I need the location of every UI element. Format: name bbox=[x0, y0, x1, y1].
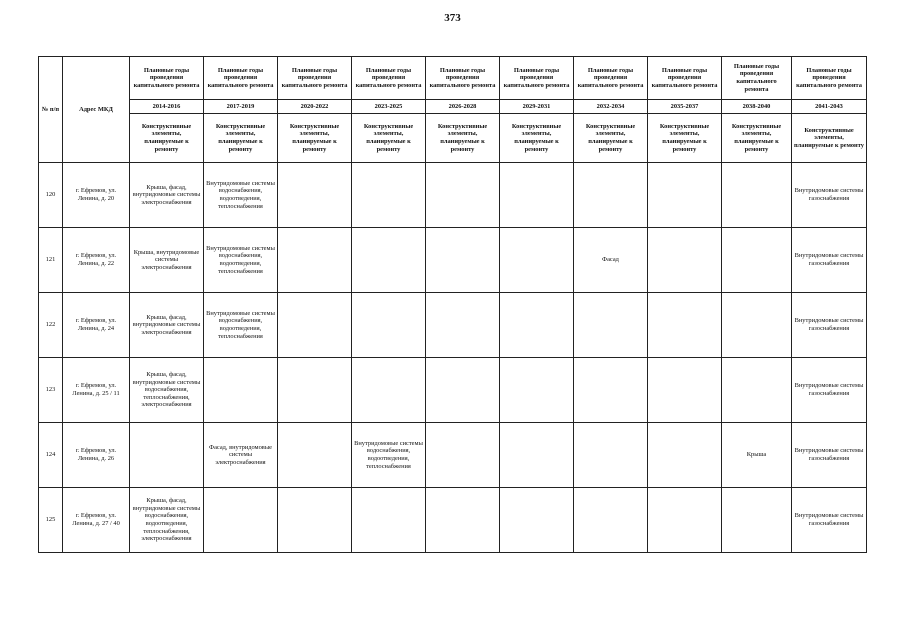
row-elements-cell bbox=[426, 163, 500, 228]
header-elements-label: Конструктивные элементы, планируемые к ремонту bbox=[278, 114, 352, 163]
row-elements-cell: Внутридомовые системы газоснабжения bbox=[792, 358, 867, 423]
row-elements-cell bbox=[500, 358, 574, 423]
row-elements-cell bbox=[574, 163, 648, 228]
header-num: № п/п bbox=[39, 57, 63, 163]
row-elements-cell bbox=[352, 293, 426, 358]
table-body bbox=[39, 163, 867, 553]
row-elements-cell: Внутридомовые системы водоснабжения, водоотведения, теплоснабжения bbox=[204, 228, 278, 293]
row-number: 124 bbox=[39, 423, 63, 488]
row-elements-cell bbox=[574, 358, 648, 423]
header-elements-label: Конструктивные элементы, планируемые к ремонту bbox=[792, 114, 867, 163]
row-elements-cell bbox=[648, 163, 722, 228]
header-period-years: 2020-2022 bbox=[278, 100, 352, 114]
row-elements-cell: Фасад bbox=[574, 228, 648, 293]
row-elements-cell bbox=[722, 163, 792, 228]
header-elements-label: Конструктивные элементы, планируемые к ремонту bbox=[722, 114, 792, 163]
row-elements-cell bbox=[426, 423, 500, 488]
row-elements-cell: Фасад, внутридомовые системы электроснабжения bbox=[204, 423, 278, 488]
row-elements-cell: Внутридомовые системы водоснабжения, водоотведения, теплоснабжения bbox=[204, 163, 278, 228]
table-header bbox=[39, 57, 867, 163]
header-plan-years-label: Плановые годы проведения капитального ремонта bbox=[426, 57, 500, 100]
header-period-years: 2035-2037 bbox=[648, 100, 722, 114]
header-elements-label: Конструктивные элементы, планируемые к ремонту bbox=[648, 114, 722, 163]
header-elements-label: Конструктивные элементы, планируемые к ремонту bbox=[574, 114, 648, 163]
row-elements-cell bbox=[722, 293, 792, 358]
row-elements-cell: Крыша, фасад, внутридомовые системы водоснабжения, водоотведения, теплоснабжения, электроснабжения bbox=[130, 488, 204, 553]
header-elements-label: Конструктивные элементы, планируемые к ремонту bbox=[426, 114, 500, 163]
table-row bbox=[39, 488, 867, 553]
table-row bbox=[39, 163, 867, 228]
table-row bbox=[39, 358, 867, 423]
row-elements-cell bbox=[500, 163, 574, 228]
row-elements-cell bbox=[426, 358, 500, 423]
table-row bbox=[39, 293, 867, 358]
row-elements-cell: Внутридомовые системы газоснабжения bbox=[792, 293, 867, 358]
row-elements-cell bbox=[204, 358, 278, 423]
row-elements-cell: Крыша, фасад, внутридомовые системы водоснабжения, теплоснабжения, электроснабжения bbox=[130, 358, 204, 423]
row-elements-cell: Внутридомовые системы водоснабжения, водоотведения, теплоснабжения bbox=[204, 293, 278, 358]
row-number: 125 bbox=[39, 488, 63, 553]
row-elements-cell bbox=[352, 228, 426, 293]
row-elements-cell: Крыша, внутридомовые системы электроснабжения bbox=[130, 228, 204, 293]
row-address: г. Ефремов, ул. Ленина, д. 25 / 11 bbox=[63, 358, 130, 423]
header-plan-years-label: Плановые годы проведения капитального ремонта bbox=[500, 57, 574, 100]
row-elements-cell bbox=[500, 423, 574, 488]
header-address: Адрес МКД bbox=[63, 57, 130, 163]
row-elements-cell bbox=[648, 228, 722, 293]
row-elements-cell: Внутридомовые системы газоснабжения bbox=[792, 488, 867, 553]
row-elements-cell bbox=[648, 423, 722, 488]
header-period-years: 2041-2043 bbox=[792, 100, 867, 114]
row-number: 120 bbox=[39, 163, 63, 228]
page-number: 373 bbox=[444, 12, 461, 24]
row-elements-cell bbox=[352, 163, 426, 228]
header-period-years: 2029-2031 bbox=[500, 100, 574, 114]
row-elements-cell bbox=[722, 228, 792, 293]
row-elements-cell bbox=[500, 293, 574, 358]
row-elements-cell bbox=[500, 488, 574, 553]
row-elements-cell: Крыша bbox=[722, 423, 792, 488]
header-plan-years-label: Плановые годы проведения капитального ремонта bbox=[278, 57, 352, 100]
row-address: г. Ефремов, ул. Ленина, д. 22 bbox=[63, 228, 130, 293]
row-elements-cell bbox=[722, 488, 792, 553]
header-plan-years-label: Плановые годы проведения капитального ремонта bbox=[204, 57, 278, 100]
row-elements-cell bbox=[352, 488, 426, 553]
header-period-years: 2026-2028 bbox=[426, 100, 500, 114]
table-row bbox=[39, 423, 867, 488]
row-elements-cell bbox=[648, 358, 722, 423]
row-elements-cell: Внутридомовые системы газоснабжения bbox=[792, 228, 867, 293]
row-elements-cell bbox=[574, 423, 648, 488]
header-elements-label: Конструктивные элементы, планируемые к ремонту bbox=[204, 114, 278, 163]
header-elements-label: Конструктивные элементы, планируемые к ремонту bbox=[500, 114, 574, 163]
header-elements-label: Конструктивные элементы, планируемые к ремонту bbox=[352, 114, 426, 163]
row-elements-cell bbox=[278, 293, 352, 358]
row-elements-cell bbox=[426, 293, 500, 358]
header-period-years: 2023-2025 bbox=[352, 100, 426, 114]
row-elements-cell bbox=[278, 358, 352, 423]
header-plan-years-label: Плановые годы проведения капитального ремонта bbox=[722, 57, 792, 100]
capital-repair-plan-table bbox=[38, 56, 867, 553]
header-plan-years-label: Плановые годы проведения капитального ремонта bbox=[574, 57, 648, 100]
row-elements-cell bbox=[722, 358, 792, 423]
header-period-years: 2032-2034 bbox=[574, 100, 648, 114]
row-number: 122 bbox=[39, 293, 63, 358]
row-number: 121 bbox=[39, 228, 63, 293]
row-elements-cell bbox=[426, 228, 500, 293]
row-elements-cell bbox=[500, 228, 574, 293]
row-elements-cell bbox=[278, 423, 352, 488]
row-elements-cell: Крыша, фасад, внутридомовые системы электроснабжения bbox=[130, 163, 204, 228]
row-elements-cell bbox=[648, 488, 722, 553]
row-address: г. Ефремов, ул. Ленина, д. 27 / 40 bbox=[63, 488, 130, 553]
header-period-years: 2017-2019 bbox=[204, 100, 278, 114]
header-elements-label: Конструктивные элементы, планируемые к ремонту bbox=[130, 114, 204, 163]
row-elements-cell bbox=[426, 488, 500, 553]
row-address: г. Ефремов, ул. Ленина, д. 26 bbox=[63, 423, 130, 488]
row-elements-cell bbox=[278, 488, 352, 553]
row-elements-cell: Внутридомовые системы водоснабжения, водоотведения, теплоснабжения bbox=[352, 423, 426, 488]
row-elements-cell bbox=[574, 293, 648, 358]
row-elements-cell: Внутридомовые системы газоснабжения bbox=[792, 423, 867, 488]
row-elements-cell bbox=[278, 228, 352, 293]
header-plan-years-label: Плановые годы проведения капитального ремонта bbox=[130, 57, 204, 100]
row-elements-cell bbox=[130, 423, 204, 488]
header-period-years: 2038-2040 bbox=[722, 100, 792, 114]
row-elements-cell bbox=[352, 358, 426, 423]
row-elements-cell: Внутридомовые системы газоснабжения bbox=[792, 163, 867, 228]
row-elements-cell bbox=[648, 293, 722, 358]
header-period-years: 2014-2016 bbox=[130, 100, 204, 114]
header-plan-years-label: Плановые годы проведения капитального ремонта bbox=[792, 57, 867, 100]
row-address: г. Ефремов, ул. Ленина, д. 24 bbox=[63, 293, 130, 358]
row-elements-cell bbox=[574, 488, 648, 553]
row-elements-cell bbox=[204, 488, 278, 553]
row-address: г. Ефремов, ул. Ленина, д. 20 bbox=[63, 163, 130, 228]
table-row bbox=[39, 228, 867, 293]
header-plan-years-label: Плановые годы проведения капитального ремонта bbox=[352, 57, 426, 100]
row-elements-cell: Крыша, фасад, внутридомовые системы электроснабжения bbox=[130, 293, 204, 358]
header-plan-years-label: Плановые годы проведения капитального ремонта bbox=[648, 57, 722, 100]
row-elements-cell bbox=[278, 163, 352, 228]
row-number: 123 bbox=[39, 358, 63, 423]
